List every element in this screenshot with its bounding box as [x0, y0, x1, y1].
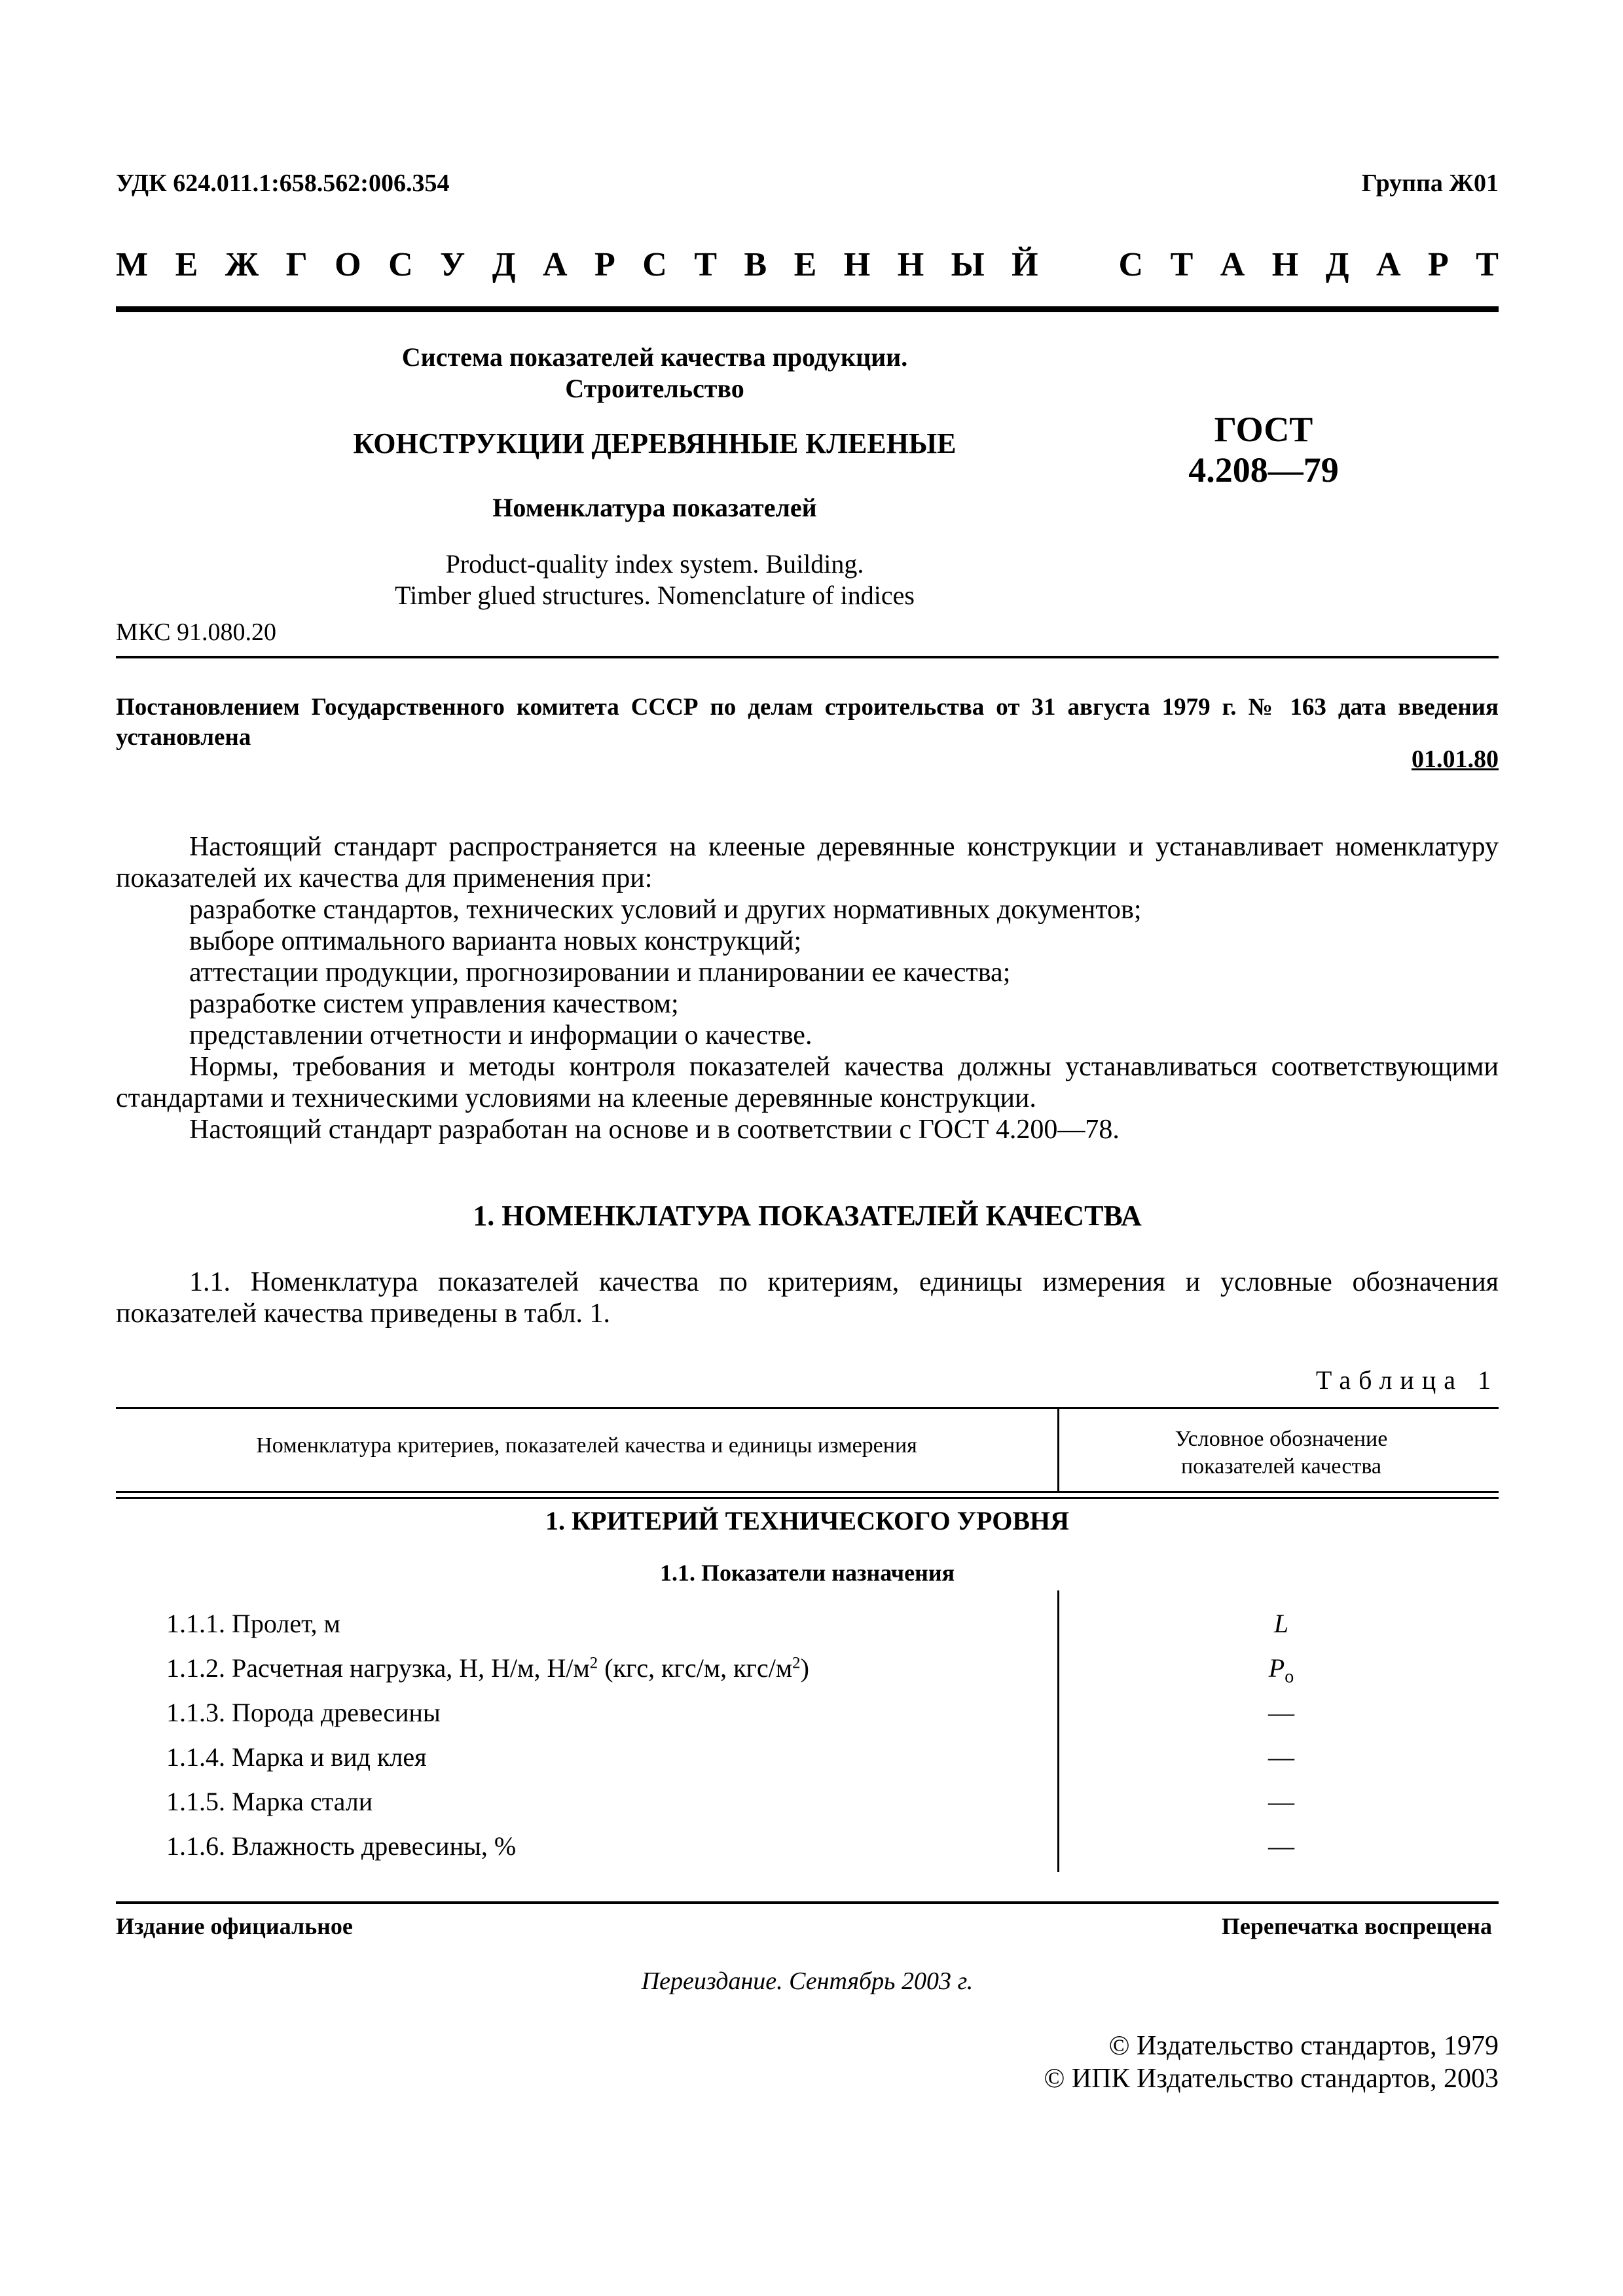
system-title-line1: Система показателей качества продукции.	[401, 342, 908, 372]
banner-letter: Р	[594, 246, 615, 283]
superscript: 2	[589, 1654, 598, 1672]
header-thick-rule	[116, 306, 1499, 312]
reprint-prohibited-label: Перепечатка воспрещена	[1221, 1913, 1492, 1939]
interstate-standard-banner	[116, 245, 1499, 284]
introduction-date: 01.01.80	[1412, 745, 1499, 773]
english-title-line2: Timber glued structures. Nomenclature of indices	[395, 581, 915, 610]
official-edition-label: Издание официальное	[116, 1913, 353, 1939]
banner-letter: Е	[793, 246, 817, 283]
gost-number	[1165, 409, 1362, 490]
banner-letter: М	[116, 246, 149, 283]
intro-paragraph-2: Нормы, требования и методы контроля показателей качества должны устанавливаться соответствующими стандартами и техническими условиями на клееные деревянные конструкции.	[116, 1052, 1499, 1113]
group-code: Группа Ж01	[1361, 170, 1499, 197]
udk-code: УДК 624.011.1:658.562:006.354	[116, 170, 450, 197]
banner-letter: Ж	[225, 246, 259, 283]
gost-label: ГОСТ	[1214, 410, 1313, 449]
table-header-col2-line1: Условное обозначение	[1175, 1427, 1388, 1451]
system-title-line2: Строительство	[565, 374, 744, 403]
section-heading: 1. НОМЕНКЛАТУРА ПОКАЗАТЕЛЕЙ КАЧЕСТВА	[473, 1200, 1142, 1232]
table-row-symbol	[1064, 1653, 1499, 1687]
banner-letter: С	[642, 246, 667, 283]
copyright-line: © ИПК Издательство стандартов, 2003	[1044, 2064, 1499, 2094]
system-title	[288, 342, 1021, 404]
banner-letter: Н	[1271, 246, 1299, 283]
banner-letter: Н	[843, 246, 871, 283]
criterion-heading: 1. КРИТЕРИЙ ТЕХНИЧЕСКОГО УРОВНЯ	[545, 1506, 1069, 1535]
table-row-label: 1.1.6. Влажность древесины, %	[166, 1831, 517, 1861]
banner-letter: Р	[1427, 246, 1449, 283]
table-row-symbol: —	[1268, 1742, 1294, 1772]
intro-paragraph-1: Настоящий стандарт распространяется на клееные деревянные конструкции и устанавливает номенклатуру показателей их качества для применения при:	[116, 832, 1499, 893]
standard-title: КОНСТРУКЦИИ ДЕРЕВЯННЫЕ КЛЕЕНЫЕ	[353, 427, 957, 459]
banner-letter: Н	[897, 246, 924, 283]
banner-letter: А	[543, 246, 568, 283]
banner-letter: У	[440, 246, 465, 283]
intro-list-item: аттестации продукции, прогнозировании и планировании ее качества;	[189, 958, 1011, 988]
table-header-col2	[1064, 1426, 1499, 1480]
table-header-rule	[116, 1491, 1499, 1493]
table-top-rule	[116, 1407, 1499, 1409]
intro-paragraph-3: Настоящий стандарт разработан на основе и в соответствии с ГОСТ 4.200—78.	[189, 1115, 1120, 1145]
title-bottom-rule	[116, 656, 1499, 658]
banner-letter: Т	[694, 246, 717, 283]
table-header-divider	[1057, 1407, 1059, 1491]
table-row-label: 1.1.5. Марка стали	[166, 1787, 373, 1816]
banner-letter: А	[1220, 246, 1245, 283]
table-row-label: 1.1.1. Пролет, м	[166, 1609, 340, 1638]
symbol-subscript: о	[1285, 1666, 1294, 1687]
table-row-symbol: L	[1273, 1609, 1289, 1638]
banner-letter: Й	[1012, 246, 1038, 283]
intro-list-item: разработке систем управления качеством;	[189, 989, 679, 1019]
english-title-line1: Product-quality index system. Building.	[445, 549, 864, 579]
banner-letter: Т	[1476, 246, 1499, 283]
banner-letter: Г	[285, 246, 308, 283]
table-row-label: 1.1.4. Марка и вид клея	[166, 1742, 427, 1772]
banner-letter: С	[388, 246, 413, 283]
table-body-divider	[1057, 1590, 1059, 1872]
banner-letter: В	[744, 246, 767, 283]
row-label-part: )	[800, 1653, 809, 1683]
copyright-line: © Издательство стандартов, 1979	[1108, 2031, 1499, 2061]
banner-letter: Д	[1325, 246, 1349, 283]
decree-text: Постановлением Государственного комитета СССР по делам строительства от 31 августа 1979 г. № 163 дата введения установлена	[116, 694, 1499, 751]
intro-list-item: выборе оптимального варианта новых конструкций;	[189, 926, 802, 956]
footer-rule	[116, 1901, 1499, 1904]
table-row-label	[166, 1653, 809, 1683]
table-header-rule	[116, 1497, 1499, 1499]
superscript: 2	[792, 1654, 801, 1672]
table-row-symbol: —	[1268, 1831, 1294, 1861]
section-paragraph: 1.1. Номенклатура показателей качества по критериям, единицы измерения и условные обозначения показателей качества приведены в табл. 1.	[116, 1267, 1499, 1329]
banner-letter: Ы	[951, 246, 985, 283]
standard-subtitle: Номенклатура показателей	[492, 493, 817, 522]
table-header-col1: Номенклатура критериев, показателей качества и единицы измерения	[256, 1433, 917, 1458]
table-header-col2-line2: показателей качества	[1180, 1454, 1382, 1479]
banner-letter: Е	[175, 246, 198, 283]
banner-word-gap	[1065, 245, 1091, 284]
table-row-label: 1.1.3. Порода древесины	[166, 1698, 441, 1727]
mks-code: МКС 91.080.20	[116, 619, 277, 646]
table-row-symbol: —	[1268, 1698, 1294, 1727]
table-caption: Таблица 1	[1315, 1365, 1499, 1395]
row-label-part: (кгс, кгс/м, кгс/м	[598, 1653, 793, 1683]
banner-letter: А	[1376, 246, 1401, 283]
banner-letter: С	[1118, 246, 1144, 283]
intro-list-item: представлении отчетности и информации о качестве.	[189, 1020, 812, 1050]
banner-letter: Т	[1170, 246, 1194, 283]
reissue-note: Переиздание. Сентябрь 2003 г.	[641, 1967, 974, 1995]
intro-list-item: разработке стандартов, технических условий и других нормативных документов;	[189, 895, 1142, 925]
english-title	[288, 548, 1021, 611]
symbol-letter: P	[1268, 1653, 1285, 1683]
gost-code: 4.208—79	[1188, 450, 1339, 490]
row-label-part: 1.1.2. Расчетная нагрузка, Н, Н/м, Н/м	[166, 1653, 590, 1683]
banner-letter: Д	[492, 246, 516, 283]
subgroup-heading: 1.1. Показатели назначения	[659, 1560, 955, 1586]
table-row-symbol: —	[1268, 1787, 1294, 1816]
banner-letter: О	[335, 246, 361, 283]
